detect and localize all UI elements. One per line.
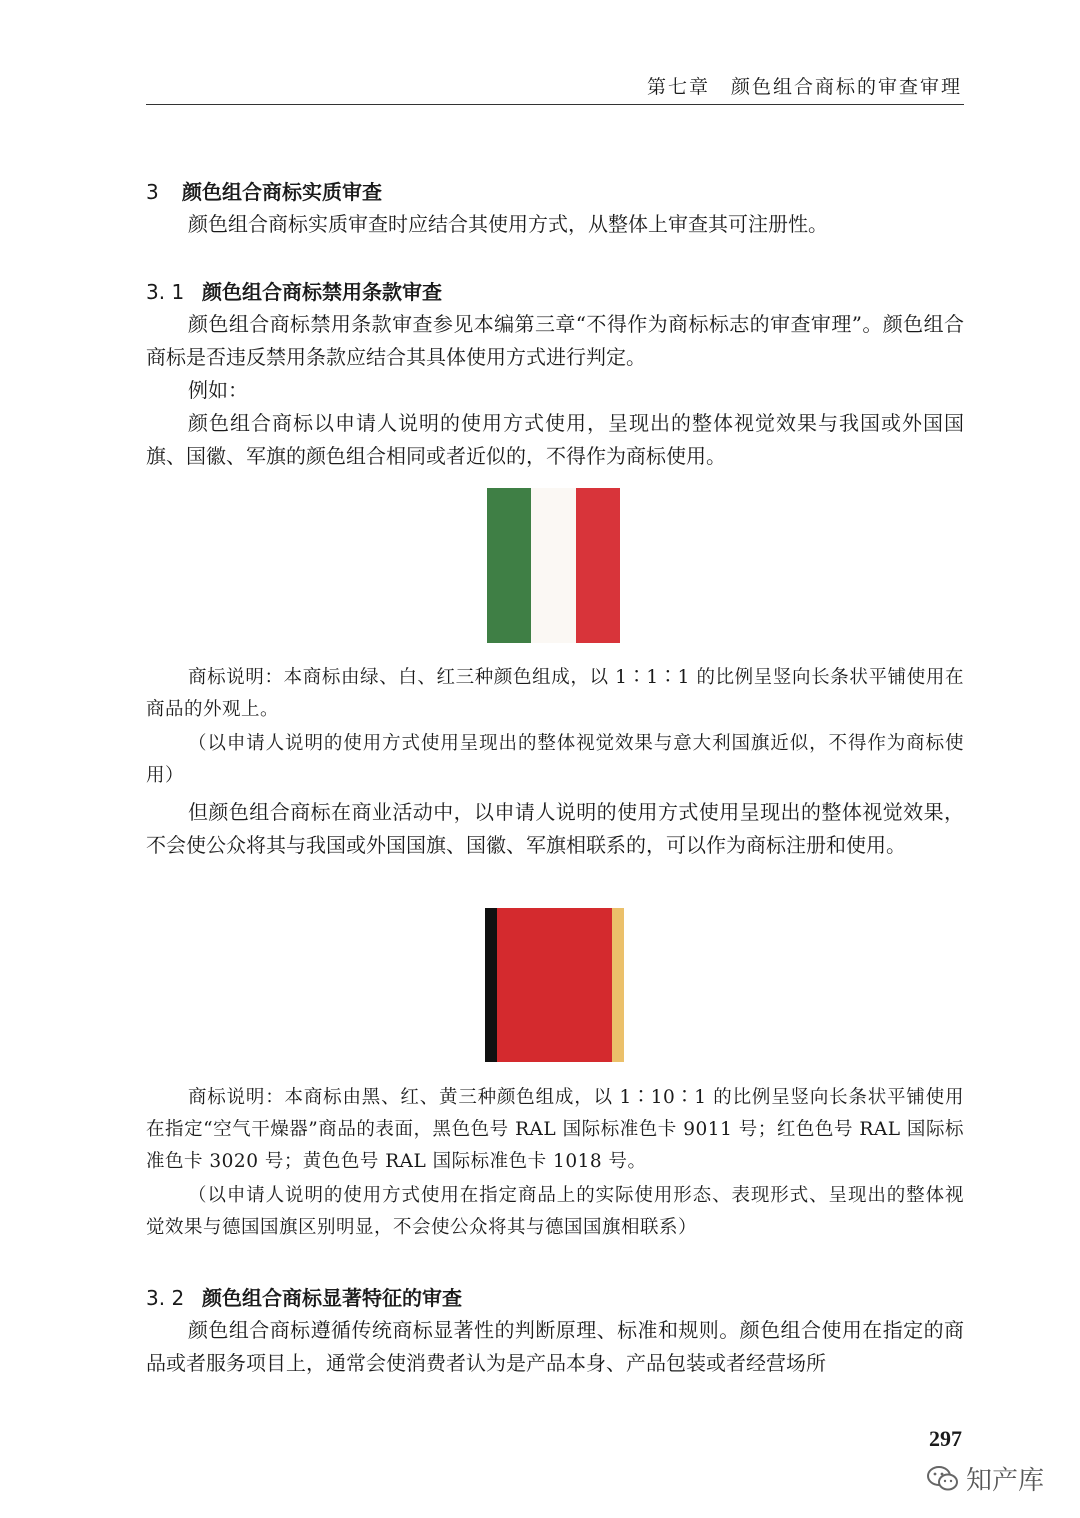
section-3-2-heading [146,1282,964,1314]
paragraph: 例如： [188,378,248,402]
section-number: 3. 1 [146,280,185,304]
section-title: 颜色组合商标实质审查 [182,180,382,204]
color-stripe [497,908,613,1062]
paragraph: 颜色组合商标禁用条款审查参见本编第三章“不得作为商标标志的审查审理”。颜色组合商标是否违反禁用条款应结合其具体使用方式进行判定。 [146,312,964,369]
section-number: 3 [146,180,159,204]
color-stripe [531,488,575,643]
trademark-note-remark: （以申请人说明的使用方式使用呈现出的整体视觉效果与意大利国旗近似，不得作为商标使用） [146,733,964,786]
wechat-icon [926,1465,960,1493]
section-3-1 [146,276,964,473]
trademark-note: 商标说明：本商标由黑、红、黄三种颜色组成，以 1∶10∶1 的比例呈竖向长条状平铺使用在指定“空气干燥器”商品的表面，黑色色号 RAL 国际标准色卡 9011 号；红色色号 RAL 国际标准色卡 3020 号；黄色色号 RAL 国际标准色卡 1018 号。 [146,1087,964,1172]
page-number: 297 [929,1426,962,1451]
section-title: 颜色组合商标禁用条款审查 [202,280,442,304]
paragraph: 但颜色组合商标在商业活动中，以申请人说明的使用方式使用呈现出的整体视觉效果，不会使公众将其与我国或外国国旗、国徽、军旗相联系的，可以作为商标注册和使用。 [146,800,964,857]
note-block-2 [146,1082,964,1244]
paragraph: 颜色组合商标遵循传统商标显著性的判断原理、标准和规则。颜色组合使用在指定的商品或者服务项目上，通常会使消费者认为是产品本身、产品包装或者经营场所 [146,1318,964,1375]
running-head: 第七章 颜色组合商标的审查审理 [646,76,962,98]
note-block-1 [146,662,964,862]
italy-like-color-mark-figure [487,488,620,643]
paragraph: 颜色组合商标以申请人说明的使用方式使用，呈现出的整体视觉效果与我国或外国国旗、国徽、军旗的颜色组合相同或者近似的，不得作为商标使用。 [146,411,964,468]
section-3 [146,176,964,241]
trademark-note-remark: （以申请人说明的使用方式使用在指定商品上的实际使用形态、表现形式、呈现出的整体视觉效果与德国国旗区别明显，不会使公众将其与德国国旗相联系） [146,1185,964,1238]
header-rule [146,104,964,105]
color-stripe [487,488,531,643]
color-stripe [576,488,620,643]
section-number: 3. 2 [146,1286,185,1310]
section-title: 颜色组合商标显著特征的审查 [202,1286,462,1310]
watermark-text: 知产库 [965,1466,1044,1496]
section-3-heading [146,176,964,208]
black-red-yellow-color-mark-figure [485,908,624,1062]
section-3-1-heading [146,276,964,308]
color-stripe [485,908,497,1062]
watermark [926,1460,1044,1497]
trademark-note: 商标说明：本商标由绿、白、红三种颜色组成，以 1∶1∶1 的比例呈竖向长条状平铺使用在商品的外观上。 [146,667,964,720]
color-stripe [612,908,624,1062]
paragraph: 颜色组合商标实质审查时应结合其使用方式，从整体上审查其可注册性。 [188,212,828,236]
section-3-2 [146,1282,964,1380]
